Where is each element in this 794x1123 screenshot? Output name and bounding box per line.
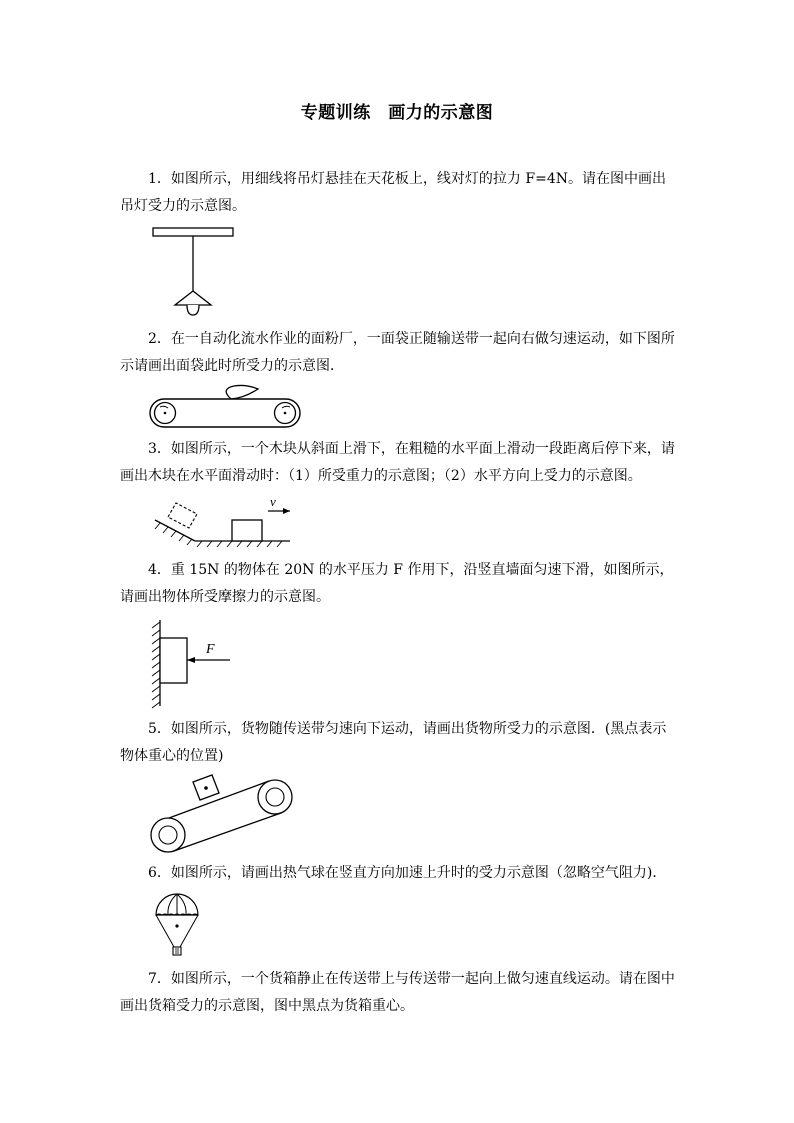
figure-hanging-lamp <box>150 225 240 320</box>
figure-conveyor-flour-bag <box>148 385 303 430</box>
question-4 <box>120 557 676 611</box>
force-label: F <box>206 642 215 657</box>
question-5 <box>120 716 676 770</box>
page-title: 专题训练 画力的示意图 <box>300 103 494 123</box>
question-6-number: 6． <box>148 865 171 881</box>
question-4-text: 重 15N 的物体在 20N 的水平压力 F 作用下，沿竖直墙面匀速下滑，如图所示，请画出物体所受摩擦力的示意图。 <box>120 562 674 605</box>
velocity-label: v <box>270 494 276 509</box>
figure-inclined-conveyor <box>148 773 298 855</box>
question-5-text: 如图所示，货物随传送带匀速向下运动，请画出货物所受力的示意图．(黑点表示物体重心的位置) <box>120 721 667 764</box>
question-5-number: 5． <box>148 721 171 737</box>
question-2-number: 2． <box>148 331 171 347</box>
figure-slope-block <box>150 495 300 550</box>
question-2-text: 在一自动化流水作业的面粉厂，一面袋正随输送带一起向右做匀速运动，如下图所示请画出面袋此时所受力的示意图． <box>120 331 675 374</box>
question-6 <box>120 860 676 887</box>
question-1-text: 如图所示，用细线将吊灯悬挂在天花板上，线对灯的拉力 F=4N。请在图中画出吊灯受力的示意图。 <box>120 171 666 214</box>
question-1-number: 1． <box>148 171 171 187</box>
question-1 <box>120 166 676 220</box>
question-6-text: 如图所示，请画出热气球在竖直方向加速上升时的受力示意图（忽略空气阻力)． <box>170 865 667 881</box>
question-7-text: 如图所示，一个货箱静止在传送带上与传送带一起向上做匀速直线运动。请在图中画出货箱受力的示意图，图中黑点为货箱重心。 <box>120 971 675 1014</box>
question-7 <box>120 966 676 1020</box>
question-3-text: 如图所示，一个木块从斜面上滑下，在粗糙的水平面上滑动一段距离后停下来，请画出木块在水平面滑动时：（1）所受重力的示意图；（2）水平方向上受力的示意图。 <box>120 441 675 484</box>
question-3-number: 3． <box>148 441 171 457</box>
question-2 <box>120 326 676 380</box>
figure-hot-air-balloon <box>152 893 202 961</box>
question-3 <box>120 436 676 490</box>
figure-wall-block <box>148 618 238 708</box>
question-7-number: 7． <box>148 971 171 987</box>
question-4-number: 4． <box>148 562 171 578</box>
